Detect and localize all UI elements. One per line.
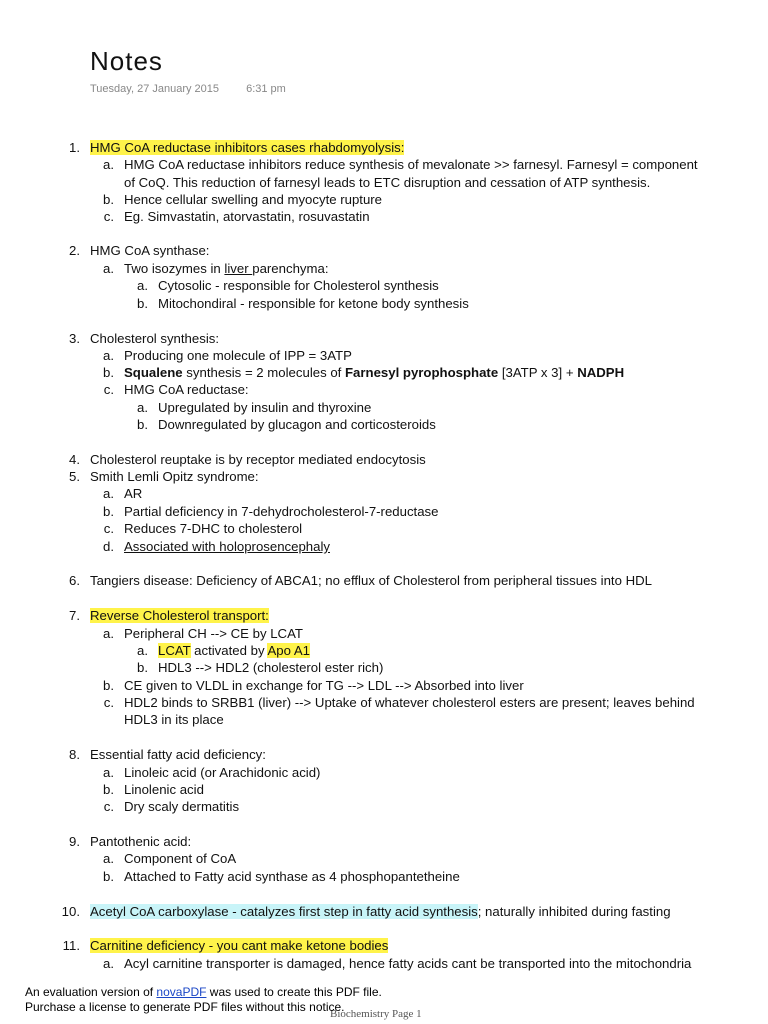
list-letter: b. — [103, 678, 114, 693]
list-number: 8. — [69, 747, 80, 762]
list-item: Cytosolic - responsible for Cholesterol synthesis — [158, 278, 439, 293]
bold-text: Squalene — [124, 365, 183, 380]
list-item: Producing one molecule of IPP = 3ATP — [124, 348, 352, 363]
list-item: Smith Lemli Opitz syndrome: — [90, 469, 259, 484]
list-item: Mitochondiral - responsible for ketone body synthesis — [158, 296, 469, 311]
page-date: Tuesday, 27 January 2015 — [90, 83, 220, 95]
list-letter: a. — [103, 486, 114, 501]
list-item — [158, 643, 310, 659]
list-item — [90, 904, 671, 920]
text: was used to create this PDF file. — [206, 985, 382, 999]
list-item: HDL2 binds to SRBB1 (liver) --> Uptake of whatever cholesterol esters are present; leaves behind — [124, 695, 695, 710]
list-item: Dry scaly dermatitis — [124, 799, 240, 814]
highlight: LCAT — [158, 643, 191, 658]
highlight: Reverse Cholesterol transport: — [90, 608, 269, 623]
list-number: 11. — [62, 938, 80, 953]
list-letter: a. — [103, 261, 114, 276]
list-number: 5. — [69, 469, 80, 484]
highlight-cyan: Acetyl CoA carboxylase - catalyzes first step in fatty acid synthesis — [90, 904, 478, 919]
bold-text: Farnesyl pyrophosphate — [345, 365, 499, 380]
list-letter: d. — [103, 539, 114, 554]
page-title: Notes — [90, 46, 163, 76]
list-item — [124, 365, 624, 381]
notice-line-2: Purchase a license to generate PDF files without this notice. — [25, 1000, 345, 1014]
list-letter: a. — [137, 400, 148, 415]
text: synthesis = 2 molecules of — [182, 365, 345, 380]
list-letter: b. — [137, 660, 148, 675]
list-item: Pantothenic acid: — [90, 834, 192, 849]
bold-text: NADPH — [577, 365, 625, 380]
list-letter: a. — [137, 278, 148, 293]
list-item: Linolenic acid — [124, 782, 204, 797]
novapdf-link[interactable]: novaPDF — [156, 985, 207, 999]
list-number: 4. — [69, 452, 80, 467]
list-item — [124, 261, 328, 277]
list-letter: c. — [103, 695, 114, 710]
text: activated by — [190, 643, 268, 658]
list-number: 6. — [69, 573, 80, 588]
list-item: Attached to Fatty acid synthase as 4 phosphopantetheine — [124, 869, 460, 884]
text: ; naturally inhibited during fasting — [477, 904, 671, 919]
list-letter: c. — [103, 382, 114, 397]
page-time: 6:31 pm — [246, 83, 286, 95]
highlight: Carnitine deficiency - you cant make ketone bodies — [90, 938, 389, 953]
list-item: CE given to VLDL in exchange for TG --> LDL --> Absorbed into liver — [124, 678, 524, 693]
list-letter: a. — [103, 765, 114, 780]
list-item: Acyl carnitine transporter is damaged, hence fatty acids cant be transported into the mitochondria — [124, 956, 692, 971]
list-letter: c. — [103, 209, 114, 224]
notice-line-1 — [25, 985, 382, 1000]
list-item: Linoleic acid (or Arachidonic acid) — [124, 765, 321, 780]
list-item: Cholesterol synthesis: — [90, 331, 220, 346]
evaluation-notice — [25, 985, 382, 1015]
list-item: Partial deficiency in 7-dehydrocholesterol-7-reductase — [124, 504, 439, 519]
list-number: 3. — [69, 331, 80, 346]
list-item — [90, 140, 404, 156]
page-footer: Biochemistry Page 1 — [330, 1008, 422, 1020]
text: Two isozymes in — [124, 261, 225, 276]
list-item — [90, 608, 269, 624]
list-item: Upregulated by insulin and thyroxine — [158, 400, 372, 415]
list-item: HDL3 --> HDL2 (cholesterol ester rich) — [158, 660, 384, 675]
list-item: of CoQ. This reduction of farnesyl leads to ETC disruption and cessation of ATP synthesis. — [124, 175, 651, 190]
list-number: 7. — [69, 608, 80, 623]
list-item: Hence cellular swelling and myocyte rupture — [124, 192, 383, 207]
text: An evaluation version of — [25, 985, 157, 999]
list-item: AR — [124, 486, 143, 501]
list-number: 9. — [69, 834, 80, 849]
list-item — [124, 539, 330, 555]
highlight: Apo A1 — [267, 643, 311, 658]
page-meta — [90, 83, 310, 95]
list-item: Eg. Simvastatin, atorvastatin, rosuvastatin — [124, 209, 370, 224]
list-item: Component of CoA — [124, 851, 237, 866]
list-number: 1. — [69, 140, 80, 155]
list-letter: b. — [103, 504, 114, 519]
underlined-text: Associated with holoprosencephaly — [124, 539, 330, 554]
list-letter: b. — [137, 417, 148, 432]
list-letter: c. — [103, 799, 114, 814]
list-number: 2. — [69, 243, 80, 258]
list-item: Tangiers disease: Deficiency of ABCA1; no efflux of Cholesterol from peripheral tissues into HDL — [90, 573, 652, 588]
list-letter: a. — [103, 348, 114, 363]
highlight: HMG CoA reductase inhibitors cases rhabdomyolysis: — [90, 140, 405, 155]
list-letter: a. — [103, 157, 114, 172]
list-letter: b. — [103, 192, 114, 207]
list-item — [90, 938, 388, 954]
list-letter: b. — [137, 296, 148, 311]
list-letter: c. — [103, 521, 114, 536]
list-item: Reduces 7-DHC to cholesterol — [124, 521, 303, 536]
list-letter: a. — [103, 956, 114, 971]
list-item: Cholesterol reuptake is by receptor mediated endocytosis — [90, 452, 426, 467]
list-item: Downregulated by glucagon and corticosteroids — [158, 417, 436, 432]
list-letter: a. — [103, 851, 114, 866]
list-item: HMG CoA reductase: — [124, 382, 249, 397]
list-item: HMG CoA synthase: — [90, 243, 210, 258]
list-letter: b. — [103, 869, 114, 884]
list-item: HMG CoA reductase inhibitors reduce synthesis of mevalonate >> farnesyl. Farnesyl = component — [124, 157, 698, 172]
list-item: HDL3 in its place — [124, 712, 224, 727]
list-letter: a. — [137, 643, 148, 658]
list-item: Essential fatty acid deficiency: — [90, 747, 266, 762]
text: [3ATP x 3] + — [498, 365, 578, 380]
list-item: Peripheral CH --> CE by LCAT — [124, 626, 303, 641]
text: parenchyma: — [252, 261, 329, 276]
list-letter: b. — [103, 365, 114, 380]
list-number: 10. — [61, 904, 80, 919]
list-letter: b. — [103, 782, 114, 797]
underlined-text: liver — [224, 261, 253, 276]
list-letter: a. — [103, 626, 114, 641]
